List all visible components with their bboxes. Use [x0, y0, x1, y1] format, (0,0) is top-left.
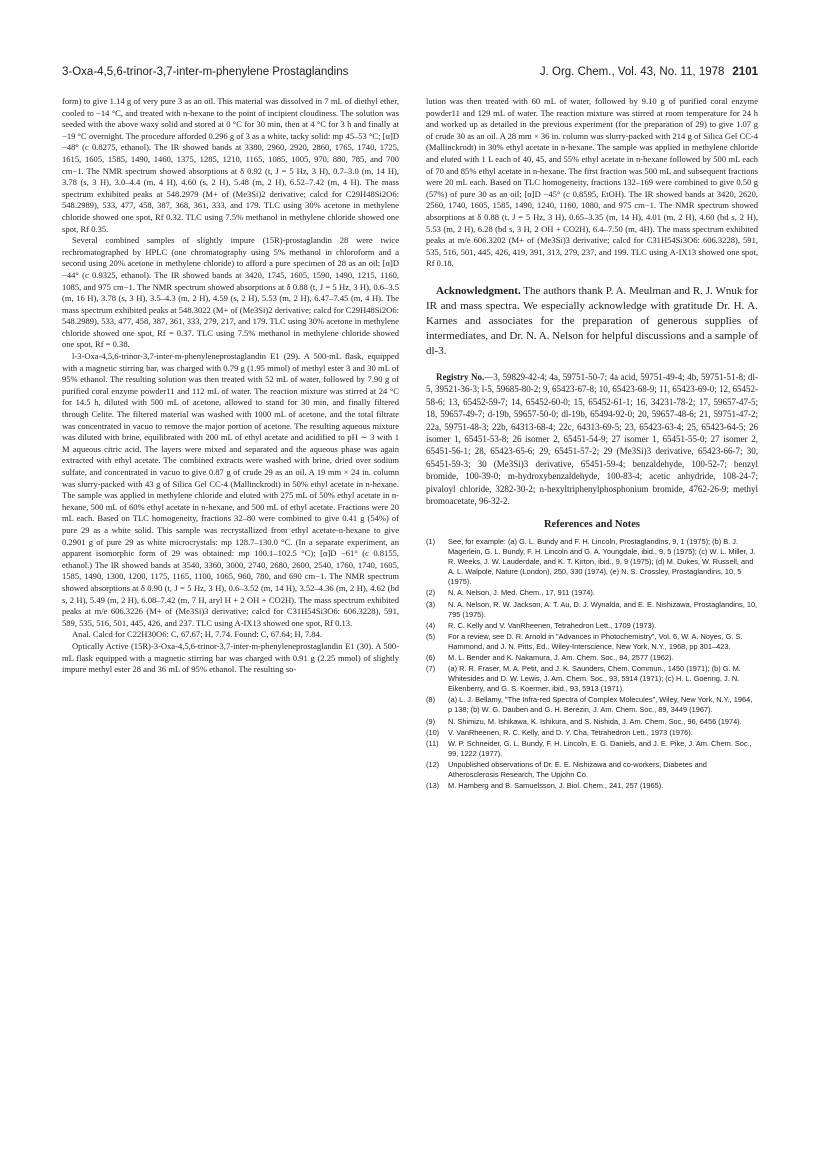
paragraph: Anal. Calcd for C22H30O6: C, 67.67; H, 7.74. Found: C, 67.64; H, 7.84. — [72, 629, 322, 640]
reference-text: Unpublished observations of Dr. E. E. Nishizawa and co-workers, Diabetes and Atherosclerosis Research, The Upjohn Co. — [448, 759, 707, 780]
left-column — [62, 96, 399, 676]
reference-number: (2) — [426, 588, 436, 598]
reference-item — [426, 664, 758, 694]
reference-item — [426, 588, 758, 598]
registry-lead: Registry No. — [436, 371, 485, 382]
reference-item — [426, 653, 758, 663]
paragraph: Optically Active (15R)-3-Oxa-4,5,6-trinor-3,7-inter-m-phenyleneprostaglandin E1 (30). A 500-mL flask equipped with a magnetic stirring bar was charged with 0.91 g (2.25 mmol) of slightly impure methyl ester 28 and 36 mL of 95% ethanol. The resulting so- — [62, 640, 399, 675]
reference-text: W. P. Schneider, G. L. Bundy, F. H. Lincoln, E. G. Daniels, and J. E. Pike, J. Am. Chem. Soc., 99, 1222 (1977). — [448, 738, 752, 758]
reference-number: (8) — [426, 695, 436, 705]
journal-citation — [540, 66, 758, 78]
paragraph: form) to give 1.14 g of very pure 3 as an oil. This material was dissolved in 7 mL of diethyl ether, cooled to −14 °C, and treated with n-hexane to the point of incipient cloudiness. The solution was seeded with the above waxy solid and stored at 0 °C for 30 min, then at 4 °C for 3 h and finally at −19 °C overnight. The procedure afforded 0.296 g of 3 as a white, tacky solid: mp 45–53 °C; [α]D −48° (c 0.8275, ethanol). The IR showed bands at 3380, 2960, 2920, 2860, 1765, 1740, 1725, 1615, 1605, 1585, 1490, 1460, 1375, 1285, 1210, 1165, 1085, 1005, 970, 880, 785, and 700 cm−1. The NMR spectrum showed absorptions at δ 0.92 (t, J = 5 Hz, 3 H), 0.7–3.0 (m, 14 H), 3.78 (s, 3 H), 3.0–4.4 (m, 4 H), 4.60 (s, 2 H), 5.48 (m, 2 H), 6.52–7.42 (m, 4 H). The mass spectrum exhibited peaks at 548.2979 (M+ of (Me3Si)2 derivative; calcd for C29H48Si2O6: 548.2989), 533, 477, 458, 387, 368, 361, 333, and 179. TLC using 30% acetone in methylene chloride showed one spot, Rf 0.32. TLC using 7.5% methanol in methylene chloride showed one spot, Rf 0.35. — [62, 96, 399, 234]
references-list — [426, 537, 758, 791]
reference-text: N. A. Nelson, J. Med. Chem., 17, 911 (1974). — [448, 588, 595, 598]
reference-number: (11) — [426, 738, 439, 748]
registry-text: —3, 59829-42-4; 4a, 59751-50-7; 4a acid, 59751-49-4; 4b, 59751-51-8; dl-5, 39521-36-3; l-5, 59685-80-2; 9, 65423-67-8; 10, 65423-68-9; 11, 65423-69-0; 12, 65452-58-6; 13, 65452-59-7; 14, 65452-60-0; 15, 65452-61-1; 16, 34231-78-2; 17, 59657-47-5; 18, 59657-49-7; d-19b, 59657-50-0; dl-19b, 65494-92-0; 20, 59657-48-6; 21, 59751-47-2; 22a, 59751-48-3; 22b, 64313-68-4; 22c, 64313-69-5; 23, 65423-63-4; 25, 65423-64-5; 26 isomer 1, 65451-53-8; 26 isomer 2, 65451-54-9; 27 isomer 1, 65451-55-0; 27 isomer 2, 65451-56-1; 28, 65423-65-6; 29, 65451-57-2; 29 (Me3Si)3 derivative, 65423-66-7; 30, 65451-59-3; 30 (Me3Si)3 derivative, 65451-59-4; benzaldehyde, 100-52-7; benzyl bromide, 100-39-0; m-hydroxybenzaldehyde, 100-83-4; acetic anhydride, 108-24-7; pivaloyl chloride, 3282-30-2; n-hexyltriphenylphosphonium bromide, 4762-26-9; methyl bromoacetate, 96-32-2. — [426, 371, 758, 506]
reference-item — [426, 537, 758, 587]
references-heading: References and Notes — [543, 519, 641, 531]
reference-item — [426, 739, 758, 759]
page-number: 2101 — [732, 66, 758, 78]
reference-number: (9) — [426, 716, 436, 726]
reference-item — [426, 621, 758, 631]
reference-item — [426, 781, 758, 791]
reference-number: (6) — [426, 653, 436, 662]
reference-text: R. C. Kelly and V. VanRheenen, Tetrahedron Lett., 1709 (1973). — [448, 620, 657, 630]
reference-text: N. A. Nelson, R. W. Jackson, A. T. Au, D. J. Wynalda, and E. E. Nishizawa, Prostaglandins, 10, 795 (1975). — [448, 599, 758, 619]
running-header — [62, 66, 758, 84]
registry-numbers — [426, 371, 758, 507]
reference-text: M. L. Bender and K. Nakamura, J. Am. Chem. Soc., 84, 2577 (1962). — [448, 653, 674, 662]
reference-number: (4) — [426, 620, 436, 630]
reference-item — [426, 717, 758, 727]
reference-text: V. VanRheenen, R. C. Kelly, and D. Y. Cha, Tetrahedron Lett., 1973 (1976). — [448, 727, 693, 737]
reference-number: (1) — [426, 536, 436, 546]
reference-number: (12) — [426, 759, 440, 769]
running-title: 3-Oxa-4,5,6-trinor-3,7-inter-m-phenylene Prostaglandins — [62, 66, 349, 78]
acknowledgment-text: The authors thank P. A. Meulman and R. J. Wnuk for IR and mass spectra. We especially acknowledge with gratitude Dr. H. A. Karnes and associates for the preparation of generous supplies of intermediates, and Dr. N. A. Nelson for helpful discussions and a sample of dl-3. — [426, 284, 758, 357]
reference-item — [426, 760, 758, 780]
reference-text: See, for example: (a) G. L. Bundy and F. H. Lincoln, Prostaglandins, 9, 1 (1975); (b) B. J. Magerlein, G. L. Bundy, F. H. Lincoln and G. A. Youngdale, ibid., 9, 5 (1975); (c) W. L. Miller, J. R. Weeks, J. W. Lauderdale, and K. T. Kirton, ibid., 9, 9 (1975); (d) M. Dukes, W. Russell, and A. L. Walpole, Nature (London), 250, 330 (1974), (e) N. S. Crossley, Prostaglandins, 10, 5 (1975). — [448, 536, 756, 587]
right-column — [426, 96, 758, 792]
reference-item — [426, 695, 758, 715]
reference-number: (10) — [426, 727, 440, 737]
reference-number: (13) — [426, 781, 440, 791]
paragraph: Several combined samples of slightly impure (15R)-prostaglandin 28 were twice rechromatographed by HPLC (one chromatography using 5% methanol in chloroform and a second using 20% acetone in methylene chloride) to afford a pure specimen of 28 as an oil; [α]D −44° (c 0.9325, ethanol). The IR showed bands at 3420, 1745, 1605, 1590, 1490, 1215, 1160, 1085, and 975 cm−1. The NMR spectrum showed absorptions at δ 0.88 (t, J = 5 Hz, 3 H), 0.6–3.5 (m, 16 H), 3.78 (s, 3 H), 3.5–4.3 (m, 2 H), 4.59 (s, 2 H), 5.53 (m, 2 H), 6.47–7.45 (m, 4 H). The mass spectrum exhibited peaks at 548.3022 (M+ of (Me3Si)2 derivative; calcd for C29H48Si2O6: 548.2989), 533, 477, 458, 387, 361, 333, 279, 217, and 179. TLC using 30% acetone in methylene chloride showed one spot, Rf = 0.37. TLC using 7.5% methanol in methylene chloride showed one spot, Rf = 0.38. — [62, 235, 399, 350]
paragraph: lution was then treated with 60 mL of water, followed by 9.10 g of purified coral enzyme powder11 and 129 mL of water. The reaction mixture was stirred at room temperature for 24 h and worked up as detailed in the previous experiment (for the preparation of 29) to give 1.07 g of crude 30 as an oil. A 28 mm × 36 in. column was slurry-packed with 214 g of Silica Gel CC-4 (Mallinckrodt) in 30% ethyl acetate in n-hexane. The sample was applied in methylene chloride and eluted with 1 L each of 40, 45, and 55% ethyl acetate in n-hexane followed by 500 mL each of 70 and 85% ethyl acetate in n-hexane. The first fraction was 500 mL and subsequent fractions were 20 mL each. Based on TLC homogeneity, fractions 132–169 were combined to give 0.50 g (57%) of pure 30 as an oil; [α]D −45° (c 0.8595, EtOH). The IR showed bands at 3420, 2620, 2560, 1740, 1605, 1585, 1490, 1240, 1160, 1080, and 975 cm−1. The NMR spectrum showed absorptions at δ 0.88 (t, J = 5 Hz, 3 H), 0.65–3.35 (m, 14 H), 4.01 (m, 2 H), 4.60 (bd s, 2 H), 5.53 (m, 2 H), 6.28 (bd s, 3 H, 2 OH + CO2H), 6.4–7.50 (m, 4H). The mass spectrum exhibited peaks at m/e 606.3202 (M+ of (Me3Si)3 derivative; calcd for C31H54Si3O6: 606.3228), 591, 535, 516, 501, 445, 426, 419, 391, 313, 279, 237, and 199. TLC using A-IX13 showed one spot, Rf 0.18. — [426, 96, 758, 269]
reference-text: M. Hamberg and B. Samuelsson, J. Biol. Chem., 241, 257 (1965). — [448, 781, 664, 791]
reference-number: (7) — [426, 664, 436, 674]
acknowledgment-lead: Acknowledgment. — [436, 284, 521, 297]
reference-number: (5) — [426, 631, 436, 641]
reference-text: N. Shimizu, M. Ishikawa, K. Ishikura, and S. Nishida, J. Am. Chem. Soc., 96, 6456 (1974). — [448, 716, 742, 726]
acknowledgment — [426, 284, 758, 359]
reference-text: For a review, see D. R. Arnold in "Advances in Photochemistry", Vol. 6, W. A. Noyes, G. S. Hammond, and J. N. Pitts, Ed., Wiley-Interscience, New York, N.Y., 1968, pp 301–423. — [448, 631, 743, 651]
reference-number: (3) — [426, 599, 436, 609]
reference-text: (a) R. R. Fraser, M. A. Petit, and J. K. Saunders, Chem. Commun., 1450 (1971); (b) G. M. Whitesides and D. W. Lewis, J. Am. Chem. Soc., 93, 5914 (1971); (c) H. L. Goering, J. N. Eikenberry, and G. S. Koermer, ibid., 93, 5913 (1971). — [448, 664, 741, 694]
reference-text: (a) L. J. Bellamy, "The Infra-red Spectra of Complex Molecules", Wiley, New York, N.Y., 1964, p 138; (b) W. G. Dauben and G. H. Berezin, J. Am. Chem. Soc., 89, 3449 (1967). — [448, 695, 753, 715]
reference-item — [426, 632, 758, 652]
reference-item — [426, 728, 758, 738]
reference-item — [426, 600, 758, 620]
paragraph: l-3-Oxa-4,5,6-trinor-3,7-inter-m-phenyleneprostaglandin E1 (29). A 500-mL flask, equipped with a magnetic stirring bar, was charged with 0.79 g (1.95 mmol) of methyl ester 3 and 30 mL of 95% ethanol. The resulting solution was then treated with 52 mL of water, followed by 7.90 g of purified coral enzyme powder11 and 112 mL of water. The reaction mixture was stirred at 24 °C for 14.5 h, diluted with 500 mL of acetone, allowed to stand for 30 min, and finally filtered through Celite. The filtered material was washed with 1000 mL of acetone, and the total filtrate was concentrated in vacuo to remove the major portion of acetone. The resulting aqueous mixture was diluted with brine, equilibrated with 200 mL of ethyl acetate and acidified to pH ∼ 3 with 1 M aqueous citric acid. The layers were mixed and separated and the aqueous phase was again extracted with ethyl acetate. The combined extracts were washed with brine, dried over sodium sulfate, and concentrated in vacuo to give 0.87 g of crude 29 as an oil. A 19 mm × 24 in. column was slurry-packed with 43 g of Silica Gel CC-4 (Mallinckrodt) in 50% ethyl acetate in n-hexane. The sample was applied in methylene chloride and eluted with 275 mL of 50% ethyl acetate in n-hexane, 500 mL of 60% ethyl acetate in n-hexane, and 500 mL of ethyl acetate. Fractions were 20 mL each. Based on TLC homogeneity, fractions 32–80 were combined to give 0.41 g (54%) of pure 29 as a white solid. This sample was recrystallized from ethyl acetate-n-hexane to give 0.2901 g of pure 29 as white microcrystals: mp 128.7–130.0 °C. (In a separate experiment, an apparent isomorphic form of 29 was obtained: mp 100.1–102.5 °C); [α]D −61° (c 0.8155, ethanol.) The IR showed bands at 3540, 3360, 3000, 2740, 2680, 2600, 2540, 1760, 1740, 1605, 1585, 1490, 1300, 1200, 1175, 1165, 1100, 1065, 960, 780, and 690 cm−1. The NMR spectrum showed absorptions at δ 0.90 (t, J = 5 Hz, 3 H), 0.6–3.52 (m, 14 H), 3.52–4.36 (m, 2 H), 4.62 (bd s, 2 H), 5.49 (m, 2 H), 6.08–7.42 (m, 7 H, aryl H + 2 OH + CO2H). The mass spectrum exhibited peaks at m/e 606.3226 (M+ of (Me3Si)3 derivative; calcd for C31H54Si3O6: 606.3228), 591, 589, 535, 516, 501, 445, 426, and 237. TLC using A-IX13 showed one spot, Rf 0.13. — [62, 351, 399, 628]
journal-name: J. Org. Chem., Vol. 43, No. 11, 1978 — [539, 66, 725, 78]
